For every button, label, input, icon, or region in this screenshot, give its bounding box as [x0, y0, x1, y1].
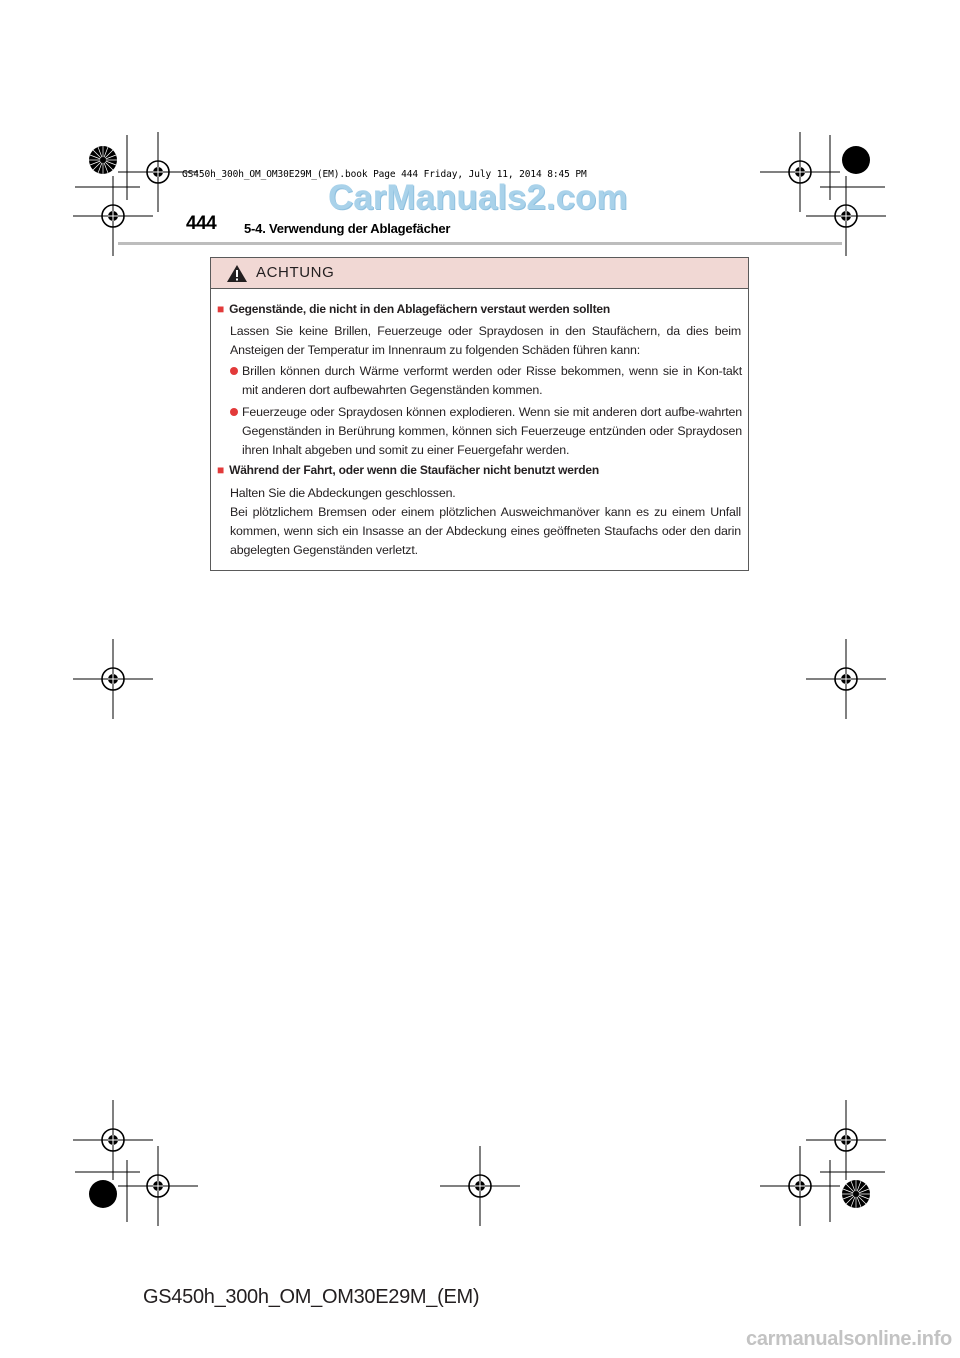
caution-item-heading: ■ Gegenstände, die nicht in den Ablagefächern verstaut werden sollten: [217, 302, 610, 316]
book-file-stamp: GS450h_300h_OM_OM30E29M_(EM).book Page 444 Friday, July 11, 2014 8:45 PM: [182, 169, 587, 180]
red-square-icon: ■: [217, 302, 225, 316]
caution-item-heading: ■ Während der Fahrt, oder wenn die Staufächer nicht benutzt werden: [217, 463, 599, 477]
caution-bullet: Feuerzeuge oder Spraydosen können explodieren. Wenn sie mit anderen dort aufbe-wahrten Gegenständen in Berührung kommen, können sich Feuerzeuge entzünden oder Spraydosen ihren Inhalt abgeben und somit zu einer Feuergefahr werden.: [242, 405, 742, 457]
caution-item-text: Bei plötzlichem Bremsen oder einem plötzlichen Ausweichmanöver kann es zu einem Unfall kommen, wenn sich ein Insasse an der Abdeckung eines geöffneten Staufachs oder den darin abgelegten Gegenständen verletzt.: [230, 505, 741, 557]
red-square-icon: ■: [217, 463, 225, 477]
caution-item-text-line: Halten Sie die Abdeckungen geschlossen.: [230, 486, 456, 500]
caution-header: [211, 258, 748, 289]
section-title: 5-4. Verwendung der Ablagefächer: [244, 221, 451, 236]
caution-item-text: Lassen Sie keine Brillen, Feuerzeuge oder Spraydosen in den Staufächern, da dies beim Ansteigen der Temperatur im Innenraum zu folgenden Schäden führen kann:: [230, 324, 741, 357]
caution-bullet: Brillen können durch Wärme verformt werden oder Risse bekommen, wenn sie in Kon-takt mit anderen dort aufbewahrten Gegenständen kommen.: [242, 364, 742, 397]
bullet-dot-icon: [230, 367, 238, 375]
page-number: 444: [186, 213, 217, 234]
header-rule: [118, 242, 842, 245]
footer-document-code: GS450h_300h_OM_OM30E29M_(EM): [143, 1286, 480, 1308]
watermark-top: CarManuals2.com: [328, 178, 628, 217]
watermark-bottom: carmanualsonline.info: [746, 1328, 952, 1350]
caution-title: ACHTUNG: [256, 264, 335, 281]
warning-triangle-icon: [226, 264, 248, 283]
bullet-dot-icon: [230, 408, 238, 416]
